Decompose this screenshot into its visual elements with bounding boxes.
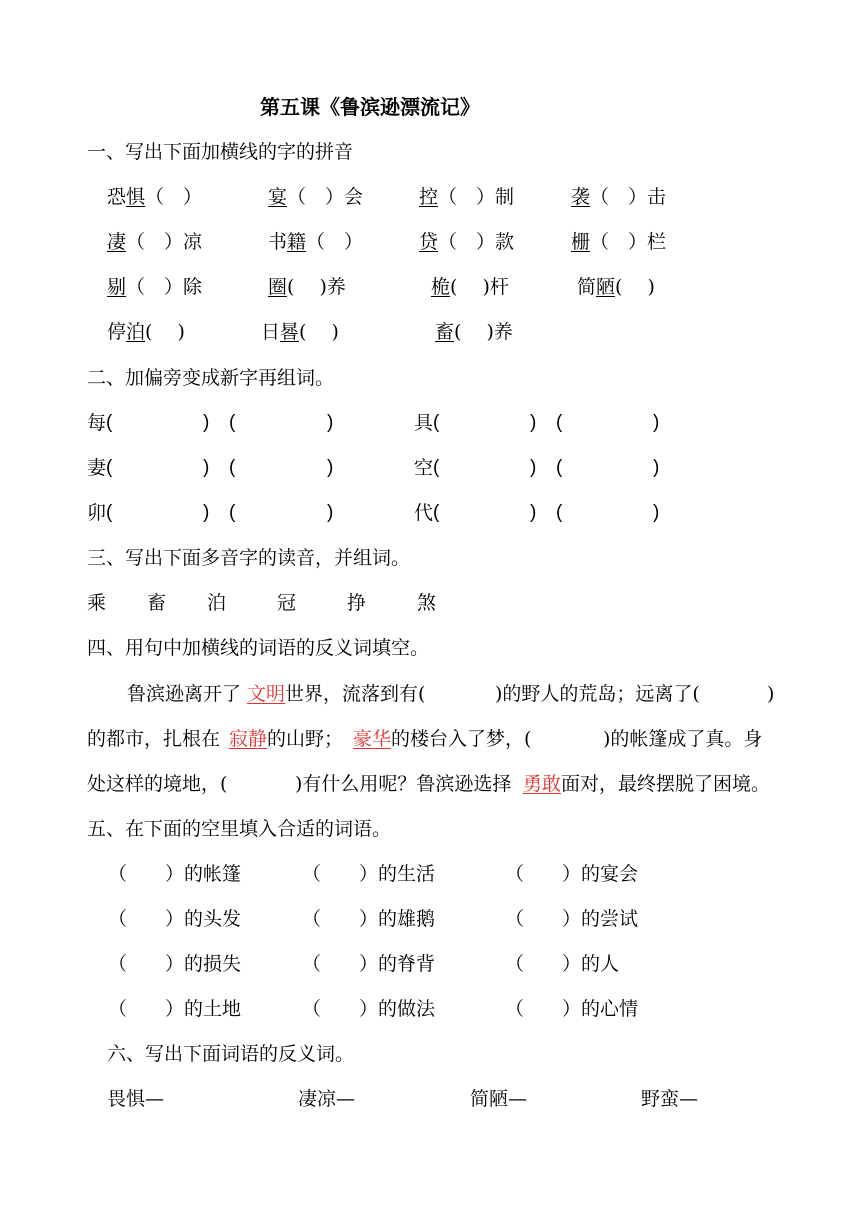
base-char: 妻 xyxy=(87,457,107,479)
passage-text: 面对，最终摆脱了困境。 xyxy=(561,773,771,795)
item-prefix: 书 xyxy=(268,231,288,253)
close-paren: ) xyxy=(530,412,537,433)
blank-parens: （ ） xyxy=(505,998,582,1020)
item-suffix: （ ） xyxy=(306,231,364,253)
underlined-char: 籍 xyxy=(287,231,307,253)
fill-word: 的心情 xyxy=(581,998,639,1020)
polyphone-char: 煞 xyxy=(417,592,437,614)
item-suffix: （ ）会 xyxy=(287,186,364,208)
blank-parens: （ ） xyxy=(108,908,185,930)
open-paren: ( xyxy=(106,502,113,523)
section-6-heading: 六、写出下面词语的反义词。 xyxy=(107,1043,355,1065)
blank-parens: （ ） xyxy=(505,863,582,885)
pinyin-item xyxy=(431,275,509,299)
fill-item xyxy=(505,862,638,886)
item-suffix: ( ) xyxy=(615,276,655,298)
antonym-item: 野蛮— xyxy=(641,1088,699,1110)
polyphone-char: 挣 xyxy=(347,592,367,614)
open-paren: ( xyxy=(556,457,563,478)
fill-word: 的雄鹅 xyxy=(378,908,436,930)
blank-parens: （ ） xyxy=(505,953,582,975)
blank-parens: （ ） xyxy=(108,953,185,975)
blank-parens: （ ） xyxy=(505,908,582,930)
close-paren: ) xyxy=(203,412,210,433)
fill-item xyxy=(302,952,435,976)
close-paren: ) xyxy=(327,412,334,433)
pinyin-item xyxy=(435,320,513,344)
passage-text: 的山野； xyxy=(267,728,344,750)
open-paren: ( xyxy=(556,412,563,433)
blank-parens: （ ） xyxy=(302,863,379,885)
pinyin-item xyxy=(419,230,514,254)
passage-text: )有什么用呢？鲁滨逊选择 xyxy=(295,773,512,795)
open-paren: ( xyxy=(229,457,236,478)
fill-item xyxy=(302,997,435,1021)
item-suffix: （ ）款 xyxy=(438,231,515,253)
close-paren: ) xyxy=(203,502,210,523)
item-prefix: 简 xyxy=(577,276,597,298)
antonym-item: 简陋— xyxy=(470,1088,528,1110)
pinyin-item xyxy=(107,230,202,254)
underlined-char: 晷 xyxy=(280,321,300,343)
fill-word: 的损失 xyxy=(184,953,242,975)
fill-word: 的帐篷 xyxy=(184,863,242,885)
underlined-char: 贷 xyxy=(419,231,439,253)
underlined-char: 桅 xyxy=(431,276,451,298)
close-paren: ) xyxy=(327,502,334,523)
fill-word: 的人 xyxy=(581,953,620,975)
pinyin-item xyxy=(577,275,655,299)
base-char: 每 xyxy=(87,412,107,434)
pinyin-item xyxy=(571,185,666,209)
blank-parens: （ ） xyxy=(302,953,379,975)
close-paren: ) xyxy=(530,502,537,523)
item-prefix: 恐 xyxy=(107,186,127,208)
underlined-char: 泊 xyxy=(126,321,146,343)
pinyin-item xyxy=(107,320,185,344)
underlined-word-wenming: 文明 xyxy=(247,683,286,705)
fill-item xyxy=(505,907,638,931)
pinyin-item xyxy=(571,230,666,254)
blank-parens: （ ） xyxy=(108,863,185,885)
underlined-char: 畜 xyxy=(435,321,455,343)
base-char: 代 xyxy=(414,502,434,524)
underlined-word-haohua: 豪华 xyxy=(353,728,392,750)
pinyin-item xyxy=(107,275,202,299)
blank-parens: （ ） xyxy=(302,908,379,930)
fill-word: 的宴会 xyxy=(581,863,639,885)
item-suffix: （ ）栏 xyxy=(590,231,667,253)
fill-item xyxy=(108,862,241,886)
polyphone-char: 泊 xyxy=(207,592,227,614)
item-suffix: ( ) xyxy=(145,321,185,343)
close-paren: ) xyxy=(653,412,660,433)
item-suffix: （ ）击 xyxy=(590,186,667,208)
open-paren: ( xyxy=(433,412,440,433)
underlined-char: 栅 xyxy=(571,231,591,253)
passage-text: 的都市，扎根在 xyxy=(87,728,221,750)
fill-item xyxy=(108,997,241,1021)
base-char: 卯 xyxy=(87,502,107,524)
base-char: 空 xyxy=(414,457,434,479)
fill-word: 的做法 xyxy=(378,998,436,1020)
underlined-word-yonggan: 勇敢 xyxy=(523,773,562,795)
fill-item xyxy=(302,862,435,886)
fill-item xyxy=(108,952,241,976)
fill-item xyxy=(108,907,241,931)
item-suffix: （ ）除 xyxy=(126,276,203,298)
underlined-char: 剔 xyxy=(107,276,127,298)
underlined-char: 惧 xyxy=(126,186,146,208)
section-3-heading: 三、写出下面多音字的读音，并组词。 xyxy=(87,547,411,569)
underlined-char: 控 xyxy=(419,186,439,208)
close-paren: ) xyxy=(653,457,660,478)
passage-text: 处这样的境地，( xyxy=(87,773,228,795)
fill-word: 的土地 xyxy=(184,998,242,1020)
fill-word: 的尝试 xyxy=(581,908,639,930)
open-paren: ( xyxy=(229,412,236,433)
fill-word: 的脊背 xyxy=(378,953,436,975)
passage-text: 鲁滨逊离开了 xyxy=(127,683,242,705)
underlined-word-jijing: 寂静 xyxy=(229,728,268,750)
base-char: 具 xyxy=(414,412,434,434)
item-suffix: ( )养 xyxy=(287,276,346,298)
close-paren: ) xyxy=(327,457,334,478)
item-suffix: （ ）凉 xyxy=(126,231,203,253)
close-paren: ) xyxy=(653,502,660,523)
underlined-char: 陋 xyxy=(596,276,616,298)
item-suffix: ( )杆 xyxy=(450,276,509,298)
underlined-char: 宴 xyxy=(268,186,288,208)
pinyin-item xyxy=(419,185,514,209)
antonym-item: 畏惧— xyxy=(107,1088,165,1110)
open-paren: ( xyxy=(106,412,113,433)
pinyin-item xyxy=(268,185,363,209)
fill-item xyxy=(302,907,435,931)
section-1-heading: 一、写出下面加横线的字的拼音 xyxy=(87,141,354,163)
item-suffix: ( ) xyxy=(299,321,339,343)
passage-text: )的帐篷成了真。身 xyxy=(603,728,763,750)
close-paren: ) xyxy=(203,457,210,478)
underlined-char: 凄 xyxy=(107,231,127,253)
fill-word: 的生活 xyxy=(378,863,436,885)
passage-text: 的楼台入了梦，( xyxy=(391,728,532,750)
open-paren: ( xyxy=(556,502,563,523)
open-paren: ( xyxy=(433,502,440,523)
antonym-item: 凄凉— xyxy=(298,1088,356,1110)
item-prefix: 日 xyxy=(261,321,281,343)
pinyin-item xyxy=(268,230,363,254)
underlined-char: 圈 xyxy=(268,276,288,298)
open-paren: ( xyxy=(433,457,440,478)
polyphone-char: 乘 xyxy=(87,592,107,614)
fill-word: 的头发 xyxy=(184,908,242,930)
pinyin-item xyxy=(261,320,339,344)
section-4-heading: 四、用句中加横线的词语的反义词填空。 xyxy=(87,637,430,659)
underlined-char: 袭 xyxy=(571,186,591,208)
passage-text: 世界，流落到有( xyxy=(285,683,426,705)
page-title: 第五课《鲁滨逊漂流记》 xyxy=(260,95,480,119)
pinyin-item xyxy=(268,275,346,299)
polyphone-char: 畜 xyxy=(147,592,167,614)
section-2-heading: 二、加偏旁变成新字再组词。 xyxy=(87,367,335,389)
fill-item xyxy=(505,952,619,976)
passage-text: ) xyxy=(767,683,775,705)
open-paren: ( xyxy=(229,502,236,523)
section-5-heading: 五、在下面的空里填入合适的词语。 xyxy=(87,818,392,840)
item-suffix: ( )养 xyxy=(454,321,513,343)
fill-item xyxy=(505,997,638,1021)
blank-parens: （ ） xyxy=(302,998,379,1020)
open-paren: ( xyxy=(106,457,113,478)
close-paren: ) xyxy=(530,457,537,478)
item-suffix: （ ） xyxy=(145,186,203,208)
item-suffix: （ ）制 xyxy=(438,186,515,208)
polyphone-char: 冠 xyxy=(277,592,297,614)
pinyin-item xyxy=(107,185,202,209)
item-prefix: 停 xyxy=(107,321,127,343)
passage-text: )的野人的荒岛；远离了( xyxy=(495,683,700,705)
blank-parens: （ ） xyxy=(108,998,185,1020)
